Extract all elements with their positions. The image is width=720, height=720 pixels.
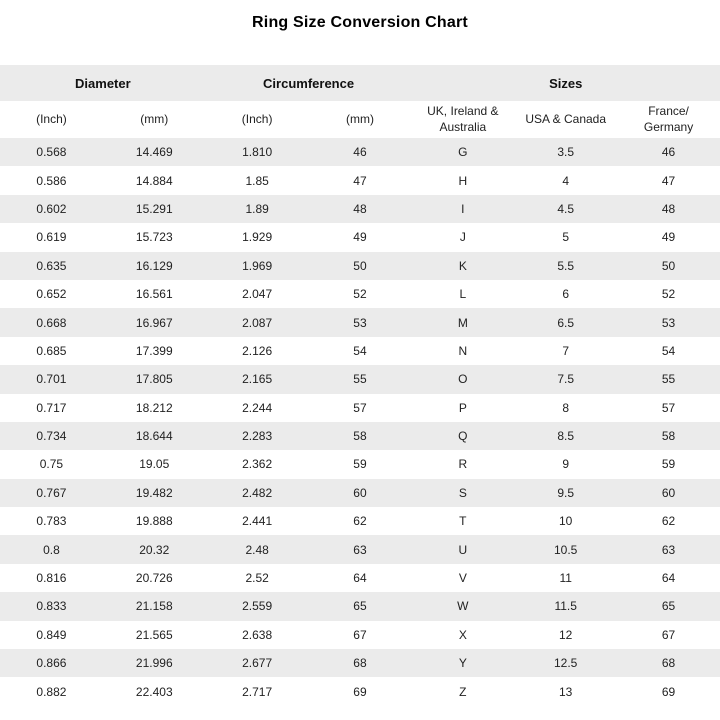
table-cell: X [411,621,514,649]
table-row [0,450,720,478]
table-row [0,308,720,336]
table-cell: 11 [514,564,617,592]
table-cell: 1.929 [206,223,309,251]
table-cell: 19.05 [103,450,206,478]
table-body [0,138,720,706]
column-header-uk-ireland-australia: UK, Ireland & Australia [411,101,514,138]
table-cell: 0.619 [0,223,103,251]
table-cell: M [411,308,514,336]
page-title: Ring Size Conversion Chart [252,14,468,31]
table-cell: 60 [309,479,412,507]
table-cell: S [411,479,514,507]
conversion-table [0,65,720,706]
table-cell: 58 [309,422,412,450]
table-header [0,65,720,138]
table-cell: 2.638 [206,621,309,649]
table-cell: 14.469 [103,138,206,166]
table-cell: R [411,450,514,478]
table-row [0,223,720,251]
table-cell: 0.849 [0,621,103,649]
table-cell: 13 [514,677,617,705]
table-cell: 67 [617,621,720,649]
table-cell: 50 [309,252,412,280]
table-cell: 52 [309,280,412,308]
table-cell: 16.129 [103,252,206,280]
table-row [0,592,720,620]
group-header-sizes: Sizes [411,65,720,101]
table-cell: 68 [309,649,412,677]
table-cell: L [411,280,514,308]
table-cell: 0.8 [0,535,103,563]
table-cell: 18.644 [103,422,206,450]
table-cell: 2.087 [206,308,309,336]
table-cell: 0.75 [0,450,103,478]
table-cell: O [411,365,514,393]
table-cell: 6.5 [514,308,617,336]
table-cell: 2.482 [206,479,309,507]
table-cell: 9.5 [514,479,617,507]
table-cell: 0.701 [0,365,103,393]
column-header-france-germany: France/ Germany [617,101,720,138]
table-row [0,479,720,507]
table-cell: 0.717 [0,394,103,422]
table-cell: 50 [617,252,720,280]
table-cell: 68 [617,649,720,677]
table-cell: 58 [617,422,720,450]
table-cell: 60 [617,479,720,507]
table-cell: 65 [617,592,720,620]
table-row [0,649,720,677]
table-cell: 2.52 [206,564,309,592]
table-cell: 4 [514,166,617,194]
table-cell: 10.5 [514,535,617,563]
column-header-usa-canada: USA & Canada [514,101,617,138]
table-cell: 0.866 [0,649,103,677]
table-cell: 2.283 [206,422,309,450]
table-cell: 2.244 [206,394,309,422]
table-cell: 12 [514,621,617,649]
table-cell: 14.884 [103,166,206,194]
table-cell: 52 [617,280,720,308]
table-cell: 62 [309,507,412,535]
table-cell: 0.568 [0,138,103,166]
table-cell: 2.559 [206,592,309,620]
table-row [0,507,720,535]
table-cell: 21.565 [103,621,206,649]
table-cell: 53 [617,308,720,336]
table-cell: 5.5 [514,252,617,280]
table-row [0,394,720,422]
table-cell: 15.723 [103,223,206,251]
table-cell: 0.833 [0,592,103,620]
table-cell: 54 [617,337,720,365]
table-cell: 46 [309,138,412,166]
table-cell: Y [411,649,514,677]
table-cell: 48 [309,195,412,223]
table-cell: 12.5 [514,649,617,677]
table-cell: 7 [514,337,617,365]
table-cell: 2.48 [206,535,309,563]
table-row [0,677,720,705]
table-row [0,365,720,393]
table-cell: W [411,592,514,620]
table-cell: 67 [309,621,412,649]
table-cell: 0.734 [0,422,103,450]
table-cell: 9 [514,450,617,478]
table-cell: 15.291 [103,195,206,223]
table-cell: 64 [617,564,720,592]
column-header-circumference-inch: (Inch) [206,101,309,138]
table-cell: 54 [309,337,412,365]
table-cell: 62 [617,507,720,535]
table-cell: 2.126 [206,337,309,365]
table-cell: 16.967 [103,308,206,336]
table-cell: 53 [309,308,412,336]
table-row [0,337,720,365]
table-cell: 17.399 [103,337,206,365]
table-cell: 55 [617,365,720,393]
table-cell: 59 [309,450,412,478]
table-cell: 63 [309,535,412,563]
table-cell: 47 [617,166,720,194]
table-cell: 69 [617,677,720,705]
table-cell: 0.668 [0,308,103,336]
table-cell: 2.677 [206,649,309,677]
table-cell: 0.635 [0,252,103,280]
table-cell: 2.165 [206,365,309,393]
table-cell: 1.969 [206,252,309,280]
column-header-diameter-inch: (Inch) [0,101,103,138]
table-cell: 20.726 [103,564,206,592]
table-cell: 55 [309,365,412,393]
group-header-row [0,65,720,101]
table-cell: Z [411,677,514,705]
table-cell: 3.5 [514,138,617,166]
table-cell: 46 [617,138,720,166]
table-cell: 16.561 [103,280,206,308]
column-header-circumference-mm: (mm) [309,101,412,138]
table-cell: P [411,394,514,422]
table-cell: 2.441 [206,507,309,535]
table-cell: 5 [514,223,617,251]
column-header-diameter-mm: (mm) [103,101,206,138]
table-cell: 48 [617,195,720,223]
table-cell: 0.882 [0,677,103,705]
table-cell: 21.158 [103,592,206,620]
table-cell: J [411,223,514,251]
table-cell: 20.32 [103,535,206,563]
table-cell: 10 [514,507,617,535]
table-cell: 1.89 [206,195,309,223]
table-cell: 0.652 [0,280,103,308]
table-cell: 0.783 [0,507,103,535]
table-cell: H [411,166,514,194]
table-row [0,422,720,450]
table-cell: 4.5 [514,195,617,223]
table-cell: 6 [514,280,617,308]
table-cell: 19.888 [103,507,206,535]
table-row [0,280,720,308]
group-header-diameter: Diameter [0,65,206,101]
table-cell: I [411,195,514,223]
table-cell: 57 [617,394,720,422]
table-cell: 0.816 [0,564,103,592]
table-row [0,564,720,592]
table-cell: 0.602 [0,195,103,223]
table-cell: 57 [309,394,412,422]
table-cell: 8 [514,394,617,422]
table-row [0,621,720,649]
table-cell: 19.482 [103,479,206,507]
table-cell: 1.810 [206,138,309,166]
table-row [0,252,720,280]
table-cell: 0.586 [0,166,103,194]
table-cell: 22.403 [103,677,206,705]
table-cell: 59 [617,450,720,478]
table-cell: 47 [309,166,412,194]
table-cell: 2.047 [206,280,309,308]
table-cell: 21.996 [103,649,206,677]
table-cell: G [411,138,514,166]
table-cell: N [411,337,514,365]
table-cell: T [411,507,514,535]
table-cell: 0.685 [0,337,103,365]
table-cell: 17.805 [103,365,206,393]
table-cell: 65 [309,592,412,620]
table-cell: 64 [309,564,412,592]
table-row [0,535,720,563]
group-header-circumference: Circumference [206,65,412,101]
table-cell: 63 [617,535,720,563]
table-cell: 49 [617,223,720,251]
table-cell: V [411,564,514,592]
table-cell: 11.5 [514,592,617,620]
table-cell: K [411,252,514,280]
table-cell: 2.362 [206,450,309,478]
table-cell: 7.5 [514,365,617,393]
table-cell: U [411,535,514,563]
table-cell: 49 [309,223,412,251]
table-row [0,138,720,166]
column-header-row [0,101,720,138]
table-cell: 8.5 [514,422,617,450]
table-row [0,166,720,194]
table-cell: 18.212 [103,394,206,422]
table-cell: 0.767 [0,479,103,507]
table-cell: 69 [309,677,412,705]
table-row [0,195,720,223]
table-cell: Q [411,422,514,450]
table-cell: 1.85 [206,166,309,194]
table-cell: 2.717 [206,677,309,705]
